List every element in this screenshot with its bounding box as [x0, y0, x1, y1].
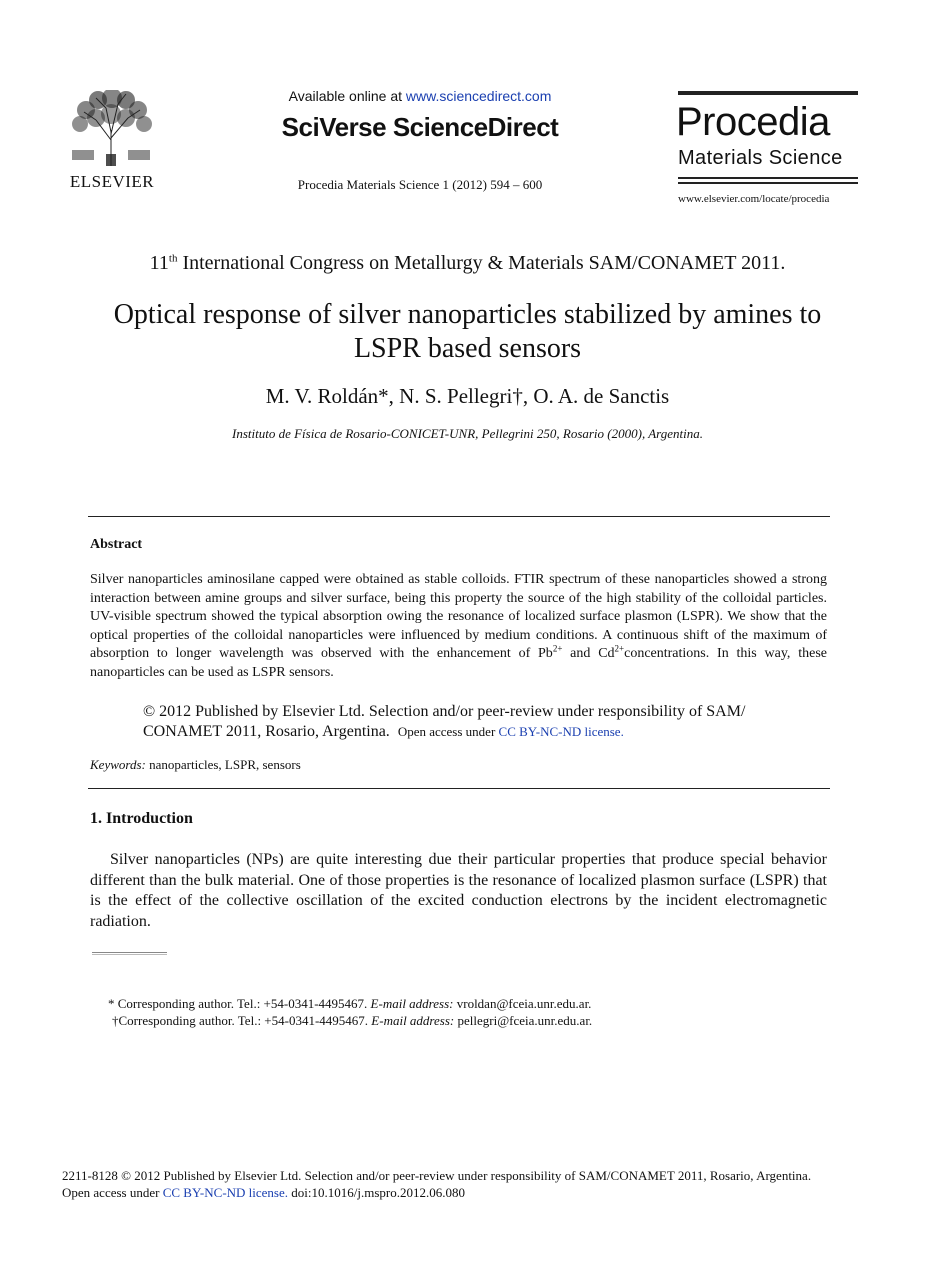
congress-line [0, 252, 935, 275]
keywords-label: Keywords: [90, 757, 146, 772]
footnote-rule [92, 952, 167, 953]
license-link[interactable]: CC BY-NC-ND license. [498, 724, 624, 739]
procedia-rule [678, 177, 858, 179]
footnote-2-text: †Corresponding author. Tel.: +54-0341-4495467. [112, 1013, 372, 1028]
footer-copyright: 2211-8128 © 2012 Published by Elsevier Ltd. Selection and/or peer-review under responsibility of SAM/CONAMET 2011, Rosario, Argentina. [62, 1168, 812, 1183]
keywords-list: nanoparticles, LSPR, sensors [145, 757, 301, 772]
footnote-2-email-label: E-mail address: [371, 1013, 455, 1028]
cd-charge: 2+ [614, 643, 625, 654]
footnote-1-text: * Corresponding author. Tel.: +54-0341-4495467. [108, 996, 371, 1011]
congress-name: International Congress on Metallurgy & Materials SAM/CONAMET 2011. [177, 252, 786, 274]
sciencedirect-link[interactable]: www.sciencedirect.com [405, 88, 552, 104]
paper-title [80, 298, 855, 366]
congress-ordinal: th [168, 252, 178, 265]
copyright-notice [143, 702, 823, 742]
abstract-top-rule [88, 516, 830, 517]
footnote-1-email-label: E-mail address: [370, 996, 454, 1011]
open-access-label: Open access under [397, 724, 499, 739]
elsevier-tree-logo [66, 90, 156, 166]
abstract-text-part-3: concentrations. In this way, these nanoparticles can be used as LSPR sensors. [90, 646, 827, 680]
elsevier-wordmark: ELSEVIER [69, 172, 155, 191]
introduction-heading: 1. Introduction [90, 810, 193, 827]
footnote-1-email[interactable]: vroldan@fceia.unr.edu.ar. [453, 996, 592, 1011]
footer-license-line [62, 1185, 465, 1201]
copyright-text: © 2012 Published by Elsevier Ltd. Selection and/or peer-review under responsibility of SAM/ CONAMET 2011, Rosario, Argentina. [143, 703, 746, 740]
available-prefix: Available online at [288, 88, 406, 104]
abstract-bottom-rule [88, 788, 830, 789]
pb-charge: 2+ [552, 643, 563, 654]
authors: M. V. Roldán*, N. S. Pellegri†, O. A. de Sanctis [265, 384, 670, 408]
abstract-text-part-2: and Cd [562, 646, 615, 662]
congress-number: 11 [149, 252, 169, 274]
procedia-rule [678, 182, 858, 184]
procedia-title: Procedia [676, 100, 830, 144]
paper-title-line-2: LSPR based sensors [353, 333, 582, 364]
abstract-heading: Abstract [90, 537, 143, 552]
abstract-text [90, 571, 827, 683]
sciverse-logo: SciVerse ScienceDirect [281, 112, 559, 142]
affiliation: Instituto de Física de Rosario-CONICET-UNR, Pellegrini 250, Rosario (2000), Argentina. [232, 426, 703, 441]
footer-doi[interactable]: doi:10.1016/j.mspro.2012.06.080 [288, 1185, 465, 1200]
footer-license-link[interactable]: CC BY-NC-ND license. [162, 1185, 289, 1200]
abstract-text-part-1: Silver nanoparticles aminosilane capped were obtained as stable colloids. FTIR spectrum of these nanoparticles showed a strong interaction between amine groups and silver surface, being this property the source of the high stability of the colloidal particles. UV-visible spectrum showed the typical absorption owing the resonance of localized surface plasmon (LSPR). We show that the optical properties of the colloidal nanoparticles were influenced by medium conditions. A continuous shift of the maximum of absorption to longer wavelength was observed with the enhancement of Pb [90, 572, 827, 662]
procedia-subtitle: Materials Science [678, 147, 843, 169]
procedia-top-rule [678, 91, 858, 95]
journal-reference: Procedia Materials Science 1 (2012) 594 – 600 [297, 177, 543, 192]
footnote-1 [108, 996, 591, 1012]
footnote-2 [112, 1013, 592, 1029]
footer-open-access-label: Open access under [62, 1185, 163, 1200]
procedia-url[interactable]: www.elsevier.com/locate/procedia [678, 193, 830, 205]
footnote-2-email[interactable]: pellegri@fceia.unr.edu.ar. [454, 1013, 593, 1028]
available-online-line [240, 88, 600, 104]
paper-title-line-1: Optical response of silver nanoparticles stabilized by amines to [113, 299, 822, 330]
keywords [90, 757, 301, 773]
introduction-paragraph: Silver nanoparticles (NPs) are quite interesting due their particular properties that produce special behavior different than the bulk material. One of those properties is the resonance of localized plasmon surface (LSPR) that is the effect of the collective oscillation of the excited conduction electrons by the incident electromagnetic radiation. [90, 851, 827, 930]
footnote-rule [92, 954, 167, 955]
